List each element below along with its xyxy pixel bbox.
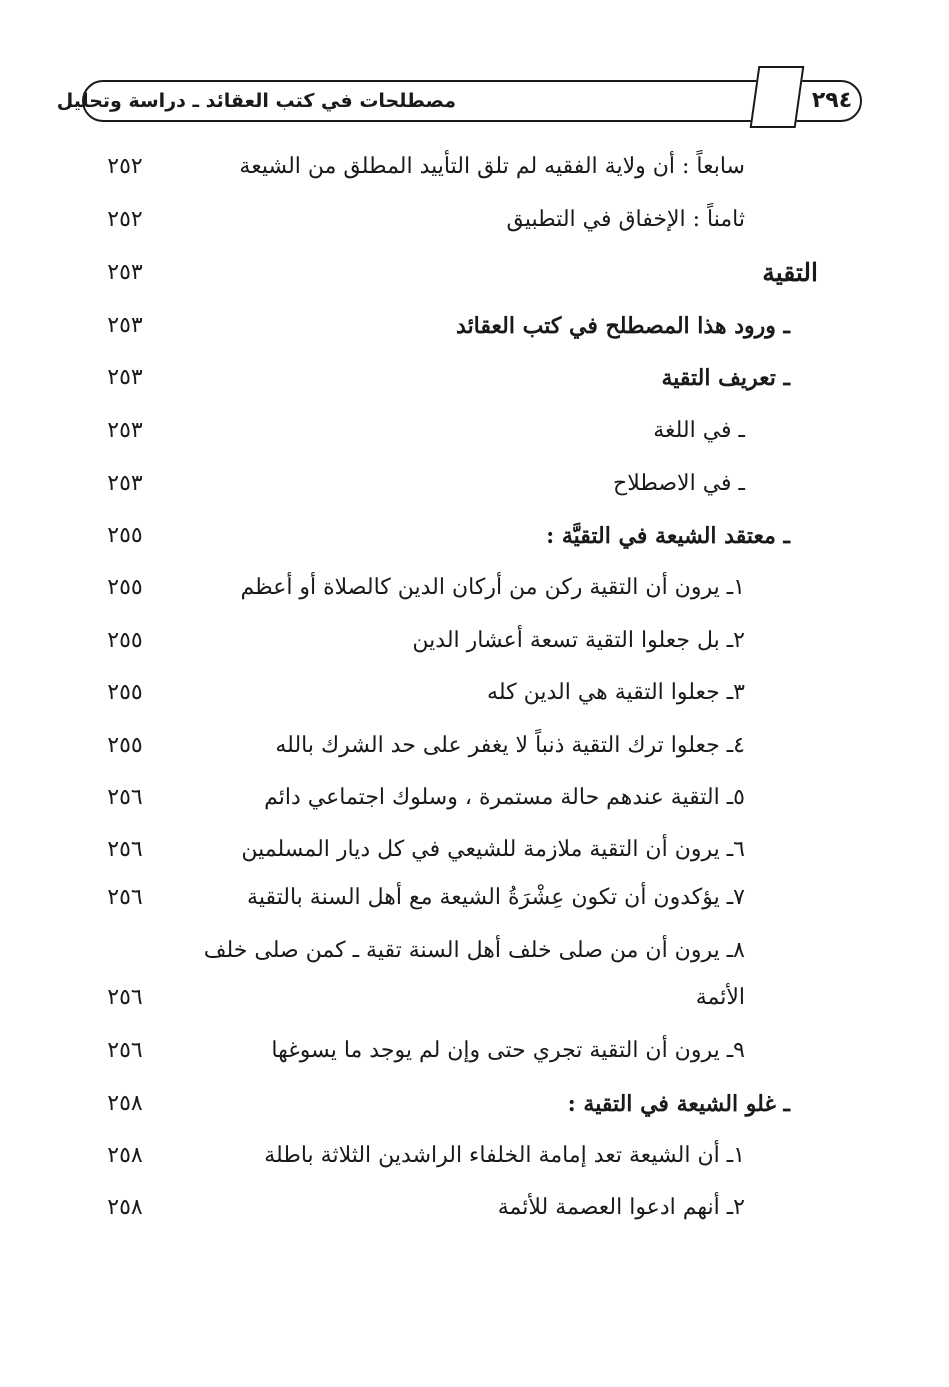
toc-entry bbox=[90, 1134, 830, 1178]
toc-entry-text: ٨ـ يرون أن من صلى خلف أهل السنة تقية ـ كمن صلى خلف bbox=[203, 938, 745, 963]
toc-heading-text: التقية bbox=[762, 258, 818, 287]
toc-page-number: ٢٥٦ bbox=[107, 985, 143, 1010]
toc-entry bbox=[90, 724, 830, 768]
toc-entry-text: ١ـ أن الشيعة تعد إمامة الخلفاء الراشدين الثلاثة باطلة bbox=[264, 1143, 745, 1168]
toc-entry bbox=[90, 1186, 830, 1230]
toc-entry-text: ٤ـ جعلوا ترك التقية ذنباً لا يغفر على حد الشرك بالله bbox=[275, 733, 745, 758]
toc-entry bbox=[90, 828, 830, 872]
toc-entry-text: ـ معتقد الشيعة في التقيَّة : bbox=[546, 523, 790, 549]
toc-page-number: ٢٥٣ bbox=[107, 471, 143, 496]
toc-page-number: ٢٥٢ bbox=[107, 154, 143, 179]
toc-entry-text: ٣ـ جعلوا التقية هي الدين كله bbox=[487, 680, 745, 705]
toc-entry-continuation bbox=[90, 976, 830, 1020]
toc-entry bbox=[90, 514, 830, 558]
toc-section-heading bbox=[90, 251, 830, 295]
toc-entry bbox=[90, 619, 830, 663]
toc-page-number: ٢٥٥ bbox=[107, 628, 143, 653]
page-number-tab bbox=[750, 66, 805, 128]
toc-page-number: ٢٥٦ bbox=[107, 785, 143, 810]
toc-page-number: ٢٥٦ bbox=[107, 1038, 143, 1063]
toc-entry-text: ـ في الاصطلاح bbox=[613, 471, 745, 496]
toc-entry bbox=[90, 145, 830, 189]
toc-entry-text: ٢ـ بل جعلوا التقية تسعة أعشار الدين bbox=[412, 628, 745, 653]
toc-page-number: ٢٥٣ bbox=[107, 418, 143, 443]
toc-entry-text: ١ـ يرون أن التقية ركن من أركان الدين كالصلاة أو أعظم bbox=[240, 575, 745, 600]
toc-page-number: ٢٥٥ bbox=[107, 733, 143, 758]
toc-entry bbox=[90, 671, 830, 715]
toc-entry-text: ـ في اللغة bbox=[653, 418, 745, 443]
toc-entry-text: ٧ـ يؤكدون أن تكون عِشْرَةُ الشيعة مع أهل السنة بالتقية bbox=[247, 885, 745, 910]
toc-entry bbox=[90, 304, 830, 348]
toc-entry-text: ٢ـ أنهم ادعوا العصمة للأئمة bbox=[497, 1195, 745, 1220]
toc-entry-text: الأئمة bbox=[695, 985, 745, 1010]
toc-entry bbox=[90, 929, 830, 973]
toc-page-number: ٢٥٨ bbox=[107, 1143, 143, 1168]
toc-entry bbox=[90, 198, 830, 242]
toc-entry bbox=[90, 1082, 830, 1126]
toc-entry bbox=[90, 776, 830, 820]
toc-entry-text: ـ غلو الشيعة في التقية : bbox=[567, 1091, 790, 1117]
toc-entry-text: ثامناً : الإخفاق في التطبيق bbox=[506, 207, 745, 232]
toc-entry bbox=[90, 876, 830, 920]
toc-page-number: ٢٥٣ bbox=[107, 260, 143, 285]
toc-entry bbox=[90, 1029, 830, 1073]
toc-page-number: ٢٥٣ bbox=[107, 365, 143, 390]
toc-entry-text: ـ تعريف التقية bbox=[661, 365, 790, 391]
toc-page-number: ٢٥٥ bbox=[107, 523, 143, 548]
toc-entry bbox=[90, 409, 830, 453]
toc-page-number: ٢٥٦ bbox=[107, 837, 143, 862]
running-header-title: مصطلحات في كتب العقائد ـ دراسة وتحليل bbox=[56, 90, 456, 112]
toc-entry-text: ٦ـ يرون أن التقية ملازمة للشيعي في كل ديار المسلمين bbox=[241, 837, 745, 862]
toc-page-number: ٢٥٥ bbox=[107, 575, 143, 600]
toc-page-number: ٢٥٣ bbox=[107, 313, 143, 338]
toc-entry bbox=[90, 356, 830, 400]
toc-entry-text: ٥ـ التقية عندهم حالة مستمرة ، وسلوك اجتماعي دائم bbox=[264, 785, 745, 810]
toc-entry-text: ـ ورود هذا المصطلح في كتب العقائد bbox=[456, 313, 790, 339]
page-number: ٢٩٤ bbox=[811, 88, 853, 113]
toc-page-number: ٢٥٦ bbox=[107, 885, 143, 910]
toc-page-number: ٢٥٨ bbox=[107, 1195, 143, 1220]
toc-entry-text: سابعاً : أن ولاية الفقيه لم تلق التأييد المطلق من الشيعة bbox=[239, 154, 745, 179]
toc-entry bbox=[90, 462, 830, 506]
toc-page-number: ٢٥٥ bbox=[107, 680, 143, 705]
toc-page-number: ٢٥٨ bbox=[107, 1091, 143, 1116]
toc-entry bbox=[90, 566, 830, 610]
toc-entry-text: ٩ـ يرون أن التقية تجري حتى وإن لم يوجد ما يسوغها bbox=[271, 1038, 745, 1063]
toc-page-number: ٢٥٢ bbox=[107, 207, 143, 232]
